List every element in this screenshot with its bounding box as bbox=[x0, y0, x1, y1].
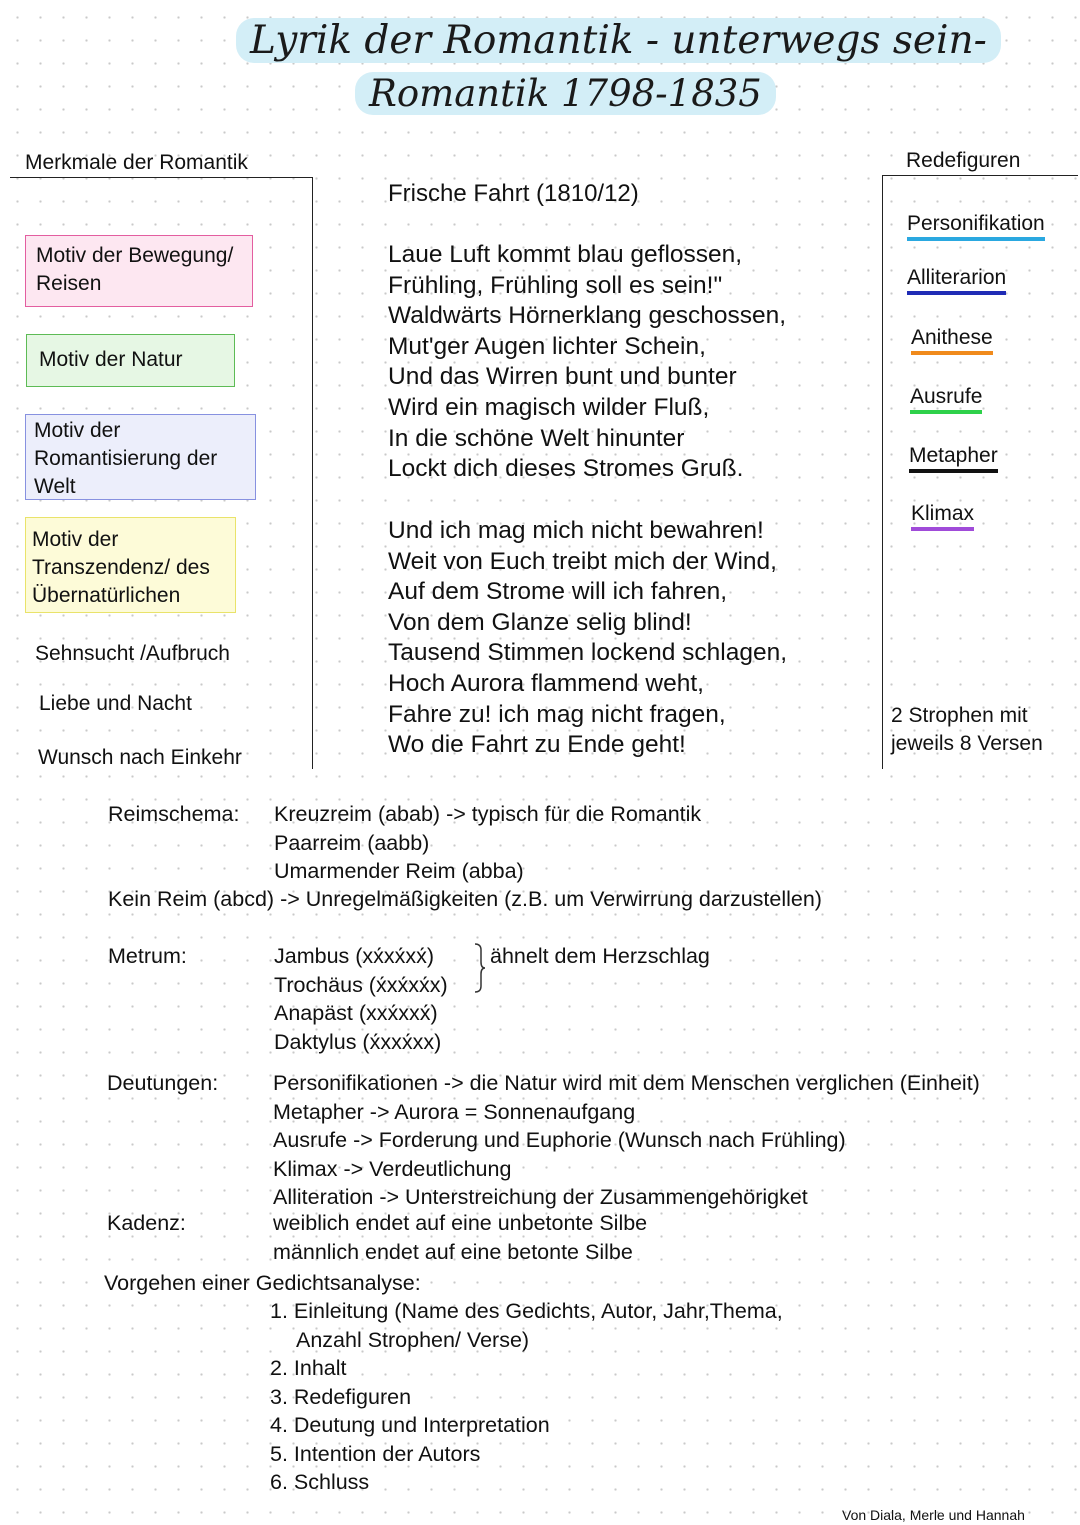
page-title-line1: Lyrik der Romantik - unterwegs sein- bbox=[236, 18, 1001, 63]
kadenz-list bbox=[273, 1209, 647, 1266]
page-title-line2: Romantik 1798-1835 bbox=[355, 72, 776, 115]
poem-line: Laue Luft kommt blau geflossen, bbox=[388, 241, 743, 268]
poem-line: Fahre zu! ich mag nicht fragen, bbox=[388, 700, 726, 728]
reimschema-item: Umarmender Reim (abba) bbox=[274, 859, 524, 883]
left-column-heading: Merkmale der Romantik bbox=[25, 151, 248, 174]
poem-title: Frische Fahrt (1810/12) bbox=[388, 180, 639, 207]
poem-line: Und das Wirren bunt und bunter bbox=[388, 363, 737, 391]
kadenz-label: Kadenz: bbox=[107, 1211, 186, 1235]
motif-box-bewegung: Motiv der Bewegung/ Reisen bbox=[25, 235, 253, 307]
figure-alliteration: Alliterarion bbox=[907, 266, 1006, 295]
step-item: 1. Einleitung (Name des Gedichts, Autor, Jahr,Thema, bbox=[270, 1299, 783, 1323]
poem-line: Von dem Glanze selig blind! bbox=[388, 608, 692, 636]
right-heading-rule bbox=[882, 175, 1078, 176]
poem-line: Mut'ger Augen lichter Schein, bbox=[388, 332, 706, 360]
reimschema-item: Paarreim (aabb) bbox=[274, 830, 430, 855]
stanza-note: 2 Strophen mit jeweils 8 Versen bbox=[891, 704, 1043, 755]
figure-ausrufe: Ausrufe bbox=[910, 385, 982, 414]
poem-stanza-1 bbox=[388, 240, 786, 485]
deutung-item: Ausrufe -> Forderung und Euphorie (Wunsch nach Frühling) bbox=[273, 1128, 846, 1152]
step-item: 3. Redefiguren bbox=[270, 1384, 412, 1409]
metrum-item: Jambus (xx́xx́xx́) bbox=[274, 944, 435, 968]
right-column-heading: Redefiguren bbox=[906, 149, 1021, 172]
metrum-list bbox=[274, 942, 448, 1056]
deutung-item: Alliteration -> Unterstreichung der Zusammengehörigket bbox=[273, 1185, 808, 1209]
poem-line: In die schöne Welt hinunter bbox=[388, 424, 685, 452]
figure-metapher: Metapher bbox=[909, 444, 998, 473]
kadenz-item: männlich endet auf eine betonte Silbe bbox=[273, 1239, 633, 1264]
poem-line: Hoch Aurora flammend weht, bbox=[388, 669, 704, 697]
kein-reim-line: Kein Reim (abcd) -> Unregelmäßigkeiten (z.B. um Verwirrung darzustellen) bbox=[108, 887, 822, 911]
step-item-continuation: Anzahl Strophen/ Verse) bbox=[296, 1327, 530, 1352]
step-item: 4. Deutung und Interpretation bbox=[270, 1413, 550, 1437]
poem-line: Auf dem Strome will ich fahren, bbox=[388, 578, 728, 606]
poem-line: Weit von Euch treibt mich der Wind, bbox=[388, 547, 777, 575]
figure-personifikation: Personifikation bbox=[907, 212, 1045, 241]
poem-line: Waldwärts Hörnerklang geschossen, bbox=[388, 302, 787, 330]
step-item: 5. Intention der Autors bbox=[270, 1441, 481, 1466]
figure-antithese: Anithese bbox=[911, 326, 993, 355]
motif-box-romantisierung: Motiv der Romantisierung der Welt bbox=[25, 414, 256, 500]
right-column-divider bbox=[882, 175, 883, 769]
poem-line: Frühling, Frühling soll es sein!" bbox=[388, 271, 723, 299]
deutung-item: Personifikationen -> die Natur wird mit dem Menschen verglichen (Einheit) bbox=[273, 1071, 980, 1095]
deutungen-label: Deutungen: bbox=[107, 1071, 219, 1095]
left-column-divider bbox=[312, 177, 313, 769]
reimschema-item: Kreuzreim (abab) -> typisch für die Romantik bbox=[274, 802, 702, 826]
figure-klimax: Klimax bbox=[911, 502, 974, 531]
reimschema-list bbox=[274, 800, 701, 886]
vorgehen-heading: Vorgehen einer Gedichtsanalyse: bbox=[104, 1271, 421, 1295]
metrum-note: ähnelt dem Herzschlag bbox=[490, 944, 710, 968]
feature-liebe-nacht: Liebe und Nacht bbox=[39, 692, 192, 715]
poem-line: Und ich mag mich nicht bewahren! bbox=[388, 517, 764, 544]
feature-einkehr: Wunsch nach Einkehr bbox=[38, 746, 242, 769]
metrum-label: Metrum: bbox=[108, 944, 187, 968]
deutung-item: Klimax -> Verdeutlichung bbox=[273, 1156, 512, 1181]
step-item: 2. Inhalt bbox=[270, 1356, 347, 1380]
poem-stanza-2 bbox=[388, 516, 787, 761]
authors-credit: Von Diala, Merle und Hannah bbox=[842, 1507, 1025, 1523]
kadenz-item: weiblich endet auf eine unbetonte Silbe bbox=[273, 1211, 648, 1235]
poem-line: Lockt dich dieses Stromes Gruß. bbox=[388, 455, 744, 483]
motif-box-transzendenz: Motiv der Transzendenz/ des Übernatürlichen bbox=[25, 517, 236, 613]
left-heading-rule bbox=[10, 177, 313, 178]
metrum-item: Anapäst (xxx́xxx́) bbox=[274, 1001, 438, 1025]
reimschema-label: Reimschema: bbox=[108, 802, 240, 826]
curly-brace-icon bbox=[474, 942, 486, 994]
step-item: 6. Schluss bbox=[270, 1470, 370, 1494]
metrum-item: Daktylus (x́xxx́xx) bbox=[274, 1029, 442, 1054]
poem-line: Tausend Stimmen lockend schlagen, bbox=[388, 639, 788, 667]
poem-line: Wo die Fahrt zu Ende geht! bbox=[388, 731, 686, 759]
motif-box-natur: Motiv der Natur bbox=[26, 334, 235, 387]
feature-sehnsucht: Sehnsucht /Aufbruch bbox=[35, 642, 230, 665]
deutung-item: Metapher -> Aurora = Sonnenaufgang bbox=[273, 1099, 636, 1124]
poem-line: Wird ein magisch wilder Fluß, bbox=[388, 393, 710, 421]
analysis-steps-list bbox=[270, 1297, 783, 1497]
deutungen-list bbox=[273, 1069, 980, 1212]
metrum-item: Trochäus (x́xx́xx́x) bbox=[274, 972, 448, 997]
